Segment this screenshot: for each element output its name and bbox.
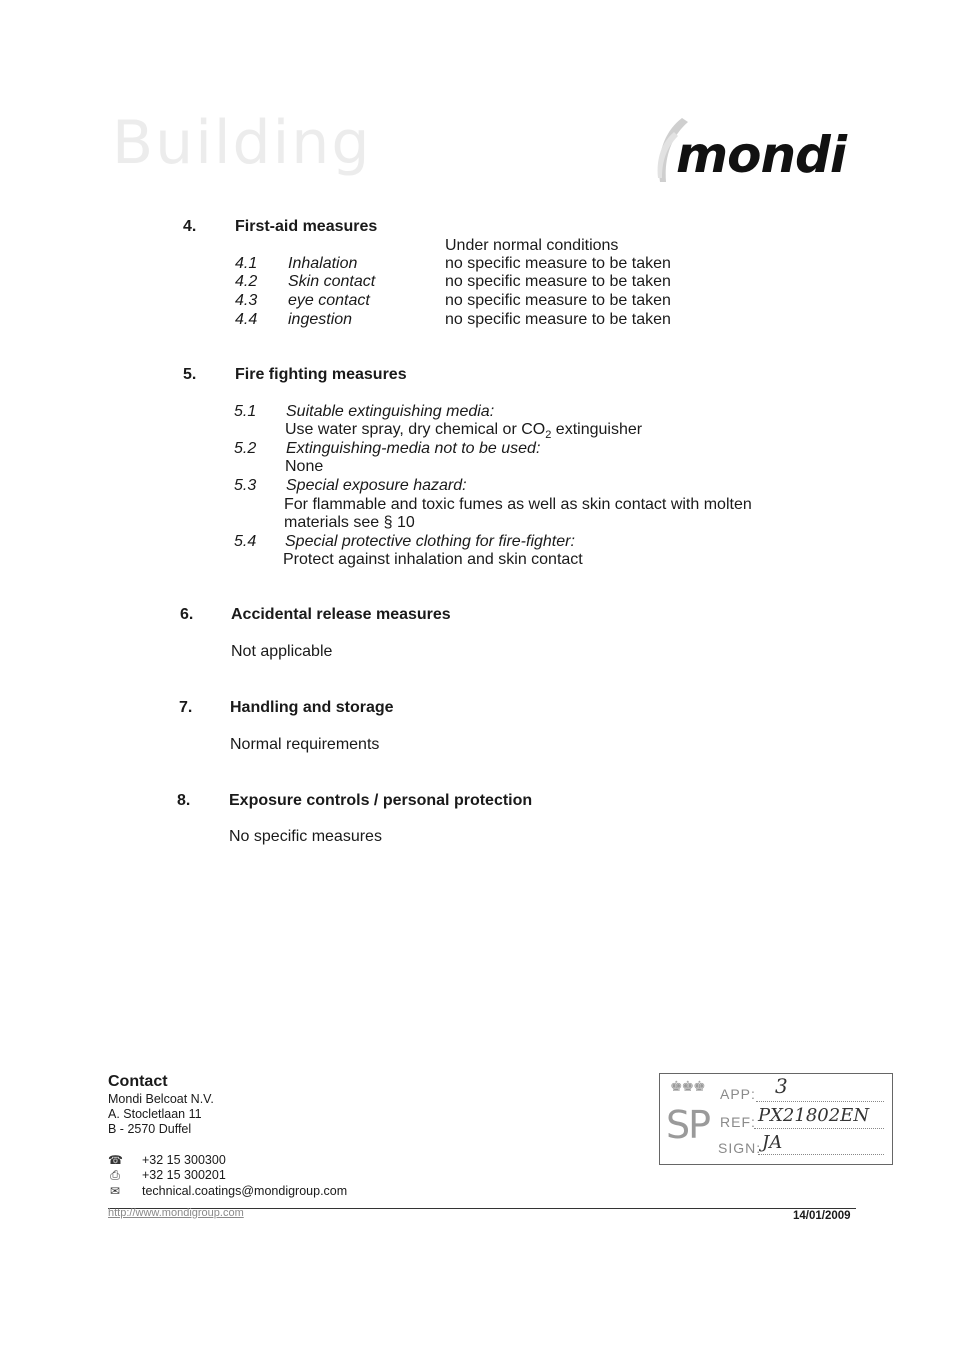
section-8-body: No specific measures [229,828,382,845]
section-7-body: Normal requirements [230,736,380,753]
phone-icon: ☎ [108,1153,123,1167]
item-4-2-number: 4.2 [235,273,258,290]
section-6-title: Accidental release measures [231,606,451,623]
stamp-brand: SP [666,1103,710,1147]
section-4-number: 4. [183,218,197,235]
contact-phone: +32 15 300300 [142,1153,226,1167]
stamp-app-line [756,1101,884,1102]
contact-title: Contact [108,1073,168,1090]
item-4-1-value: no specific measure to be taken [445,255,671,272]
contact-city: B - 2570 Duffel [108,1122,192,1136]
item-4-4-label: ingestion [288,311,353,328]
section-7-number: 7. [179,699,193,716]
stamp-app-label: APP: [720,1086,756,1102]
item-5-3-value-line2: materials see § 10 [284,514,415,531]
contact-company: Mondi Belcoat N.V. [108,1092,214,1106]
crown-icon: ♚♚♚ [670,1078,705,1094]
section-5-number: 5. [183,366,197,383]
item-5-4-label: Special protective clothing for fire-fighter: [285,533,575,550]
email-icon: ✉ [109,1184,121,1198]
item-4-3-label: eye contact [288,292,370,309]
item-5-2-value: None [285,458,324,475]
watermark-text: Building [112,108,372,178]
stamp-ref-line [754,1128,884,1129]
contact-url[interactable]: http://www.mondigroup.com [108,1207,244,1219]
section-7-title: Handling and storage [230,699,394,716]
item-4-4-number: 4.4 [235,311,258,328]
document-date: 14/01/2009 [793,1210,851,1222]
item-5-1-number: 5.1 [234,403,257,420]
item-4-4-value: no specific measure to be taken [445,311,671,328]
item-4-1-number: 4.1 [235,255,258,272]
item-4-3-value: no specific measure to be taken [445,292,671,309]
stamp-sign-value: JA [762,1132,783,1153]
contact-email[interactable]: technical.coatings@mondigroup.com [142,1184,348,1198]
item-4-2-label: Skin contact [288,273,376,290]
item-5-2-number: 5.2 [234,440,257,457]
item-5-2-label: Extinguishing-media not to be used: [286,440,541,457]
item-5-3-value: For flammable and toxic fumes as well as skin contact with molten [284,496,752,513]
section-5-title: Fire fighting measures [235,366,407,383]
fax-icon: ⎙ [110,1168,120,1182]
item-5-4-value: Protect against inhalation and skin contact [283,551,583,568]
stamp-ref-label: REF: [720,1114,756,1130]
section-8-number: 8. [177,792,191,809]
stamp-sign-label: SIGN: [718,1140,762,1156]
section-6-body: Not applicable [231,643,333,660]
stamp-ref-value: PX21802EN [758,1105,870,1126]
item-5-3-number: 5.3 [234,477,257,494]
contact-street: A. Stocletlaan 11 [108,1107,202,1121]
section-4-title: First-aid measures [235,218,378,235]
stamp-sign-line [758,1154,884,1155]
section-6-number: 6. [180,606,194,623]
item-5-1-value: Use water spray, dry chemical or $CO_2$ extinguisher [285,421,643,442]
contact-fax: +32 15 300201 [142,1168,226,1182]
stamp-app-value: 3 [775,1074,788,1098]
item-4-1-label: Inhalation [288,255,358,272]
item-5-3-label: Special exposure hazard: [286,477,467,494]
section-8-title: Exposure controls / personal protection [229,792,533,809]
item-5-1-label: Suitable extinguishing media: [286,403,495,420]
section-4-intro: Under normal conditions [445,237,619,254]
item-5-4-number: 5.4 [234,533,257,550]
mondi-logo-text: mondi [676,126,846,184]
item-4-2-value: no specific measure to be taken [445,273,671,290]
item-4-3-number: 4.3 [235,292,258,309]
